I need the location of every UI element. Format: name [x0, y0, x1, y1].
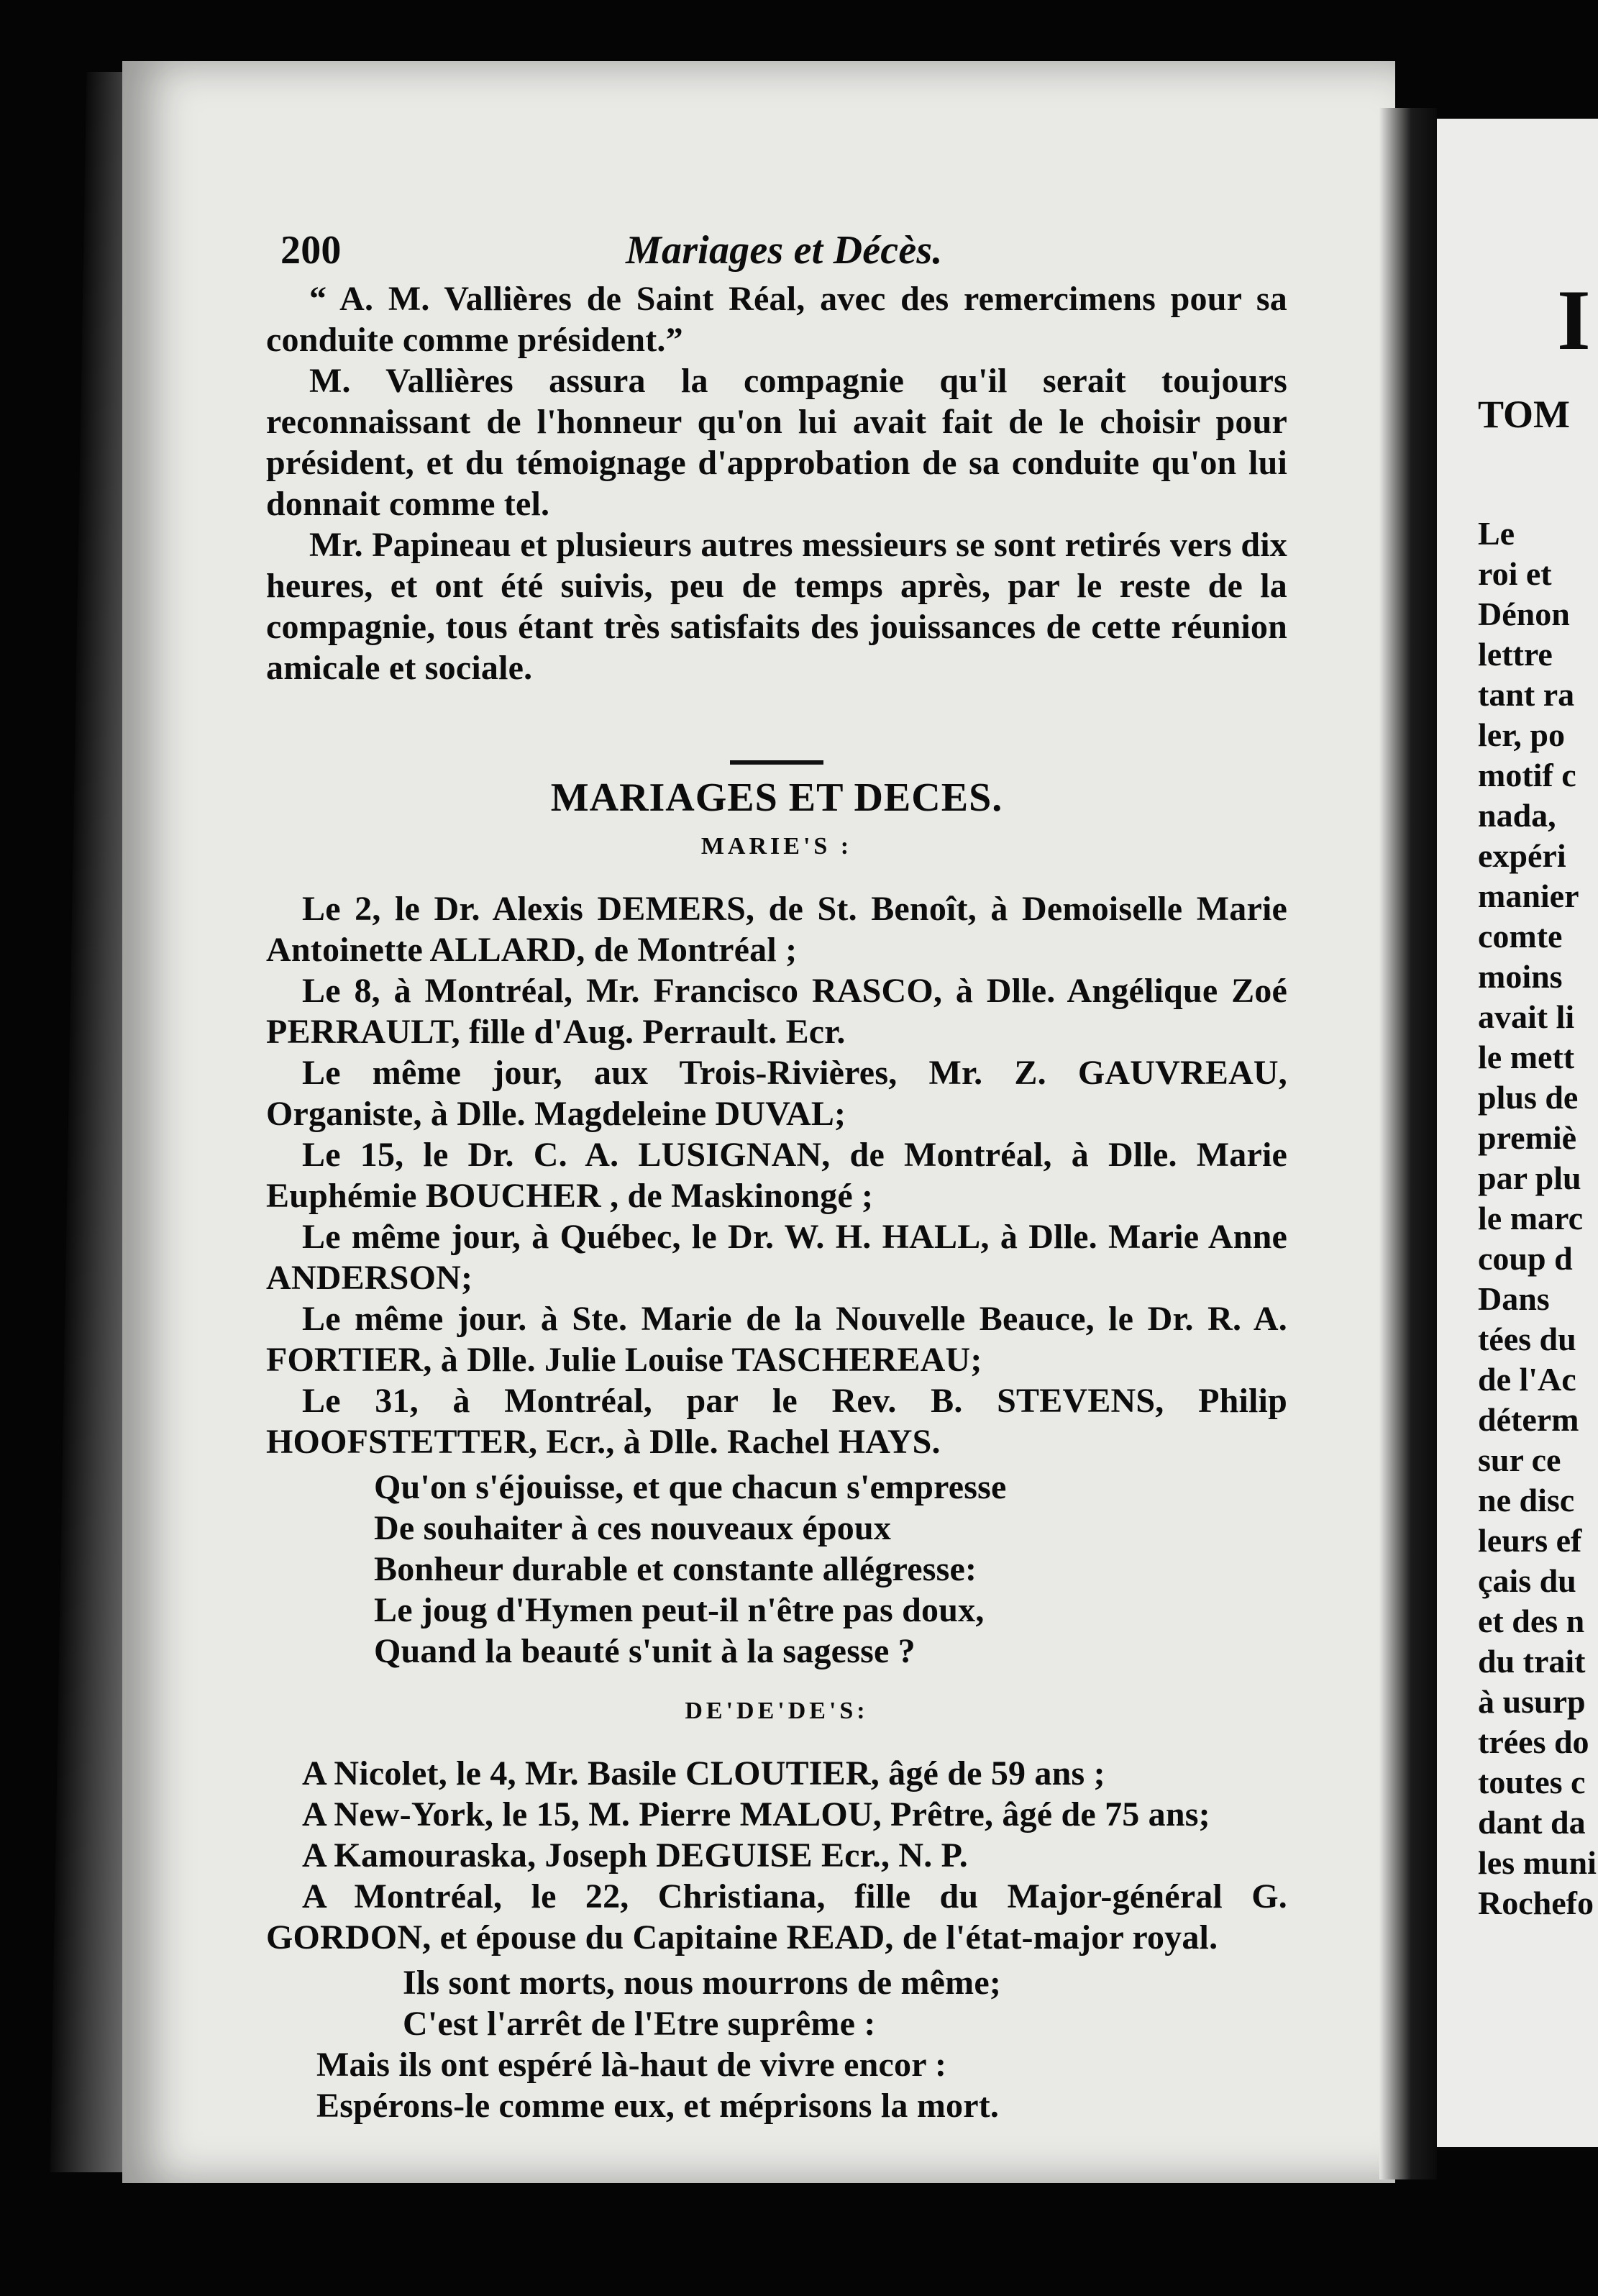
marriage-entry: Le 31, à Montréal, par le Rev. B. STEVENS, Philip HOOFSTETTER, Ecr., à Dlle. Rachel HAYS. [266, 1382, 1287, 1461]
right-page-line: tées du [1478, 1321, 1576, 1357]
verse-line: Ils sont morts, nous mourrons de même; [403, 1964, 1002, 2002]
verse-line: Bonheur durable et constante allégresse: [374, 1550, 977, 1588]
right-page-line: avait li [1478, 998, 1575, 1035]
verse-line: Qu'on s'éjouisse, et que chacun s'empresse [374, 1468, 1007, 1506]
right-page-line: comte [1478, 918, 1563, 955]
right-page-line: sur ce [1478, 1441, 1561, 1478]
right-page-line: les muni [1478, 1844, 1597, 1881]
right-page-line: roi et [1478, 555, 1552, 592]
right-page-line: moins [1478, 958, 1563, 995]
marriage-entry: Le même jour, aux Trois-Rivières, Mr. Z. GAUVREAU, Organiste, à Dlle. Magdeleine DUVAL; [266, 1054, 1287, 1133]
right-page-line: expéri [1478, 837, 1566, 874]
verse-line: Espérons-le comme eux, et méprisons la mort. [316, 2087, 1000, 2125]
marriage-entry: Le même jour, à Québec, le Dr. W. H. HALL, à Dlle. Marie Anne ANDERSON; [266, 1218, 1287, 1297]
marriage-verse [374, 1467, 1287, 1672]
marriage-entry: Le même jour. à Ste. Marie de la Nouvelle Beauce, le Dr. R. A. FORTIER, à Dlle. Julie Louise TASCHEREAU; [266, 1300, 1287, 1379]
marriage-entry: Le 2, le Dr. Alexis DEMERS, de St. Benoît, à Demoiselle Marie Antoinette ALLARD, de Montréal ; [266, 890, 1287, 969]
right-page-text [1478, 266, 1598, 1923]
right-page-line: motif c [1478, 757, 1576, 793]
marriage-entry: Le 15, le Dr. C. A. LUSIGNAN, de Montréal, à Dlle. Marie Euphémie BOUCHER , de Maskinongé ; [266, 1136, 1287, 1215]
death-entry: A Montréal, le 22, Christiana, fille du Major-général G. GORDON, et épouse du Capitaine READ, de l'état-major royal. [266, 1877, 1287, 1956]
verse-line: De souhaiter à ces nouveaux époux [374, 1509, 892, 1547]
right-page-line: le marc [1478, 1200, 1584, 1236]
right-page-line: premiè [1478, 1119, 1577, 1156]
right-page-line: Dans [1478, 1280, 1550, 1317]
right-page-tom: TOM [1478, 393, 1571, 436]
right-page-line: trées do [1478, 1723, 1589, 1760]
section-rule [730, 760, 823, 765]
death-entry: A Nicolet, le 4, Mr. Basile CLOUTIER, âgé de 59 ans ; [302, 1754, 1105, 1792]
right-page-line: du trait [1478, 1643, 1586, 1680]
right-page-initial: I [1557, 272, 1591, 368]
right-page-line: coup d [1478, 1240, 1573, 1277]
marriage-entry: Le 8, à Montréal, Mr. Francisco RASCO, à Dlle. Angélique Zoé PERRAULT, fille d'Aug. Perrault. Ecr. [266, 972, 1287, 1051]
marriages-list [266, 888, 1287, 1462]
running-header [266, 230, 1287, 271]
right-page-line: à usurp [1478, 1683, 1586, 1720]
right-page-line: Le [1478, 515, 1515, 552]
left-page-text [266, 230, 1287, 2145]
right-page-line: manier [1478, 878, 1579, 914]
right-page-line: Dénon [1478, 596, 1570, 632]
right-page-line: plus de [1478, 1079, 1579, 1116]
right-page-lines [1478, 514, 1598, 1923]
marriages-heading: MARIE'S : [700, 833, 853, 860]
right-page-line: dant da [1478, 1804, 1586, 1841]
right-page-line: déterm [1478, 1401, 1579, 1438]
right-page-line: tant ra [1478, 676, 1575, 713]
page-number: 200 [280, 228, 342, 273]
death-entry: A New-York, le 15, M. Pierre MALOU, Prêtre, âgé de 75 ans; [302, 1795, 1210, 1833]
right-page-line: ler, po [1478, 716, 1565, 753]
verse-line: Quand la beauté s'unit à la sagesse ? [374, 1632, 916, 1670]
paragraph-vallieres: M. Vallières assura la compagnie qu'il serait toujours reconnaissant de l'honneur qu'on lui avait fait de le choisir pour président, et du témoignage d'approbation de sa conduite qu'on lui donnait comme tel. [266, 362, 1287, 523]
deaths-heading: DE'DE'DE'S: [685, 1698, 869, 1724]
deaths-list [266, 1753, 1287, 1958]
right-page-line: le mett [1478, 1039, 1575, 1075]
right-page-line: lettre [1478, 636, 1553, 673]
running-title: Mariages et Décès. [626, 228, 943, 273]
right-page-line: ne disc [1478, 1482, 1575, 1518]
paragraph-papineau: Mr. Papineau et plusieurs autres messieurs se sont retirés vers dix heures, et ont été suivis, peu de temps après, par le reste de la compagnie, tous étant très satisfaits des jouissances de cette réunion amicale et sociale. [266, 526, 1287, 687]
section-title: MARIAGES ET DECES. [550, 775, 1003, 820]
right-page-line: et des n [1478, 1603, 1585, 1639]
right-page-line: par plu [1478, 1160, 1581, 1196]
verse-line: Le joug d'Hymen peut-il n'être pas doux, [374, 1591, 985, 1629]
verse-line: C'est l'arrêt de l'Etre suprême : [403, 2005, 876, 2043]
death-verse [316, 1962, 1287, 2126]
right-page-line: leurs ef [1478, 1522, 1582, 1559]
page-gutter [1379, 108, 1437, 2179]
right-page-line: de l'Ac [1478, 1361, 1576, 1398]
right-page-line: nada, [1478, 797, 1556, 834]
paragraph-toast: “ A. M. Vallières de Saint Réal, avec des remercimens pour sa conduite comme président.” [266, 280, 1287, 359]
right-page-line: Rochefo [1478, 1885, 1594, 1921]
right-page-line: çais du [1478, 1562, 1576, 1599]
verse-line: Mais ils ont espéré là-haut de vivre encor : [316, 2046, 947, 2084]
death-entry: A Kamouraska, Joseph DEGUISE Ecr., N. P. [302, 1836, 968, 1874]
right-page-line: toutes c [1478, 1764, 1586, 1800]
